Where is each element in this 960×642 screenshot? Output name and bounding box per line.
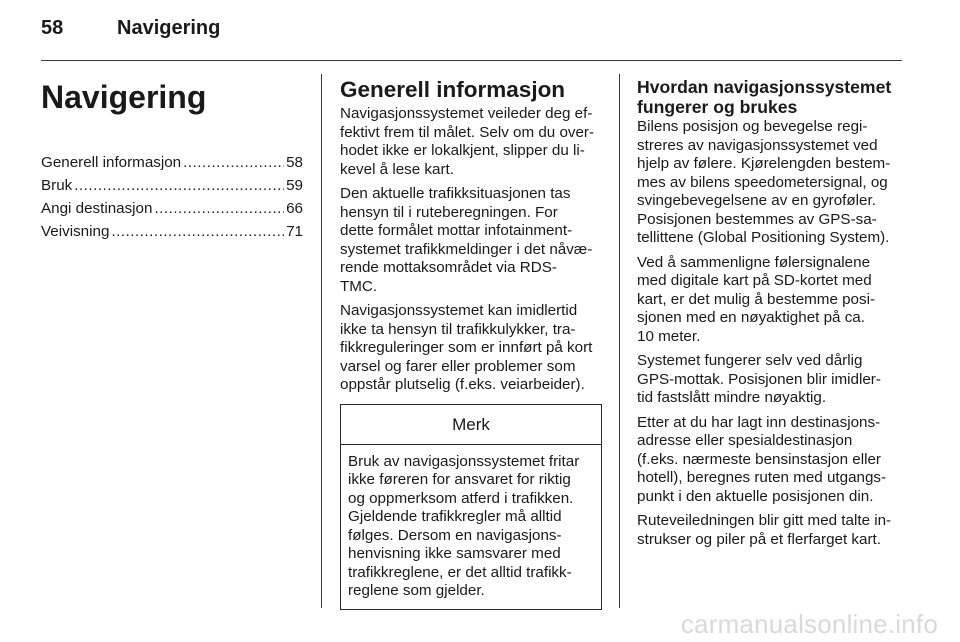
toc-leader-dots (74, 177, 284, 196)
page-number: 58 (41, 17, 64, 39)
general-info-column (340, 74, 602, 610)
paragraph: Navigasjonssystemet kan imidlertid ikke ta hensyn til trafikkulykker, tra- fikkreguleringer som er innført på kort varsel og farer eller problemer som oppstår plutselig (f.eks. veiarbeider). (340, 302, 593, 393)
chapter-title: Navigering (41, 79, 207, 115)
toc-column (41, 74, 303, 246)
column-divider (321, 74, 322, 608)
toc-item-bruk[interactable] (41, 177, 303, 200)
toc-leader-dots (154, 200, 284, 219)
toc-item-angi-destinasjon[interactable] (41, 200, 303, 223)
toc-item-page: 59 (286, 177, 303, 194)
paragraph: Ruteveiledningen blir gitt med talte in- strukser og piler på et flerfarget kart. (637, 512, 892, 548)
toc-item-label: Veivisning (41, 223, 110, 240)
note-heading: Merk (341, 405, 601, 445)
toc-item-label: Generell informasjon (41, 154, 182, 171)
how-it-works-column (637, 74, 903, 555)
watermark: carmanualsonline.info (680, 609, 938, 639)
paragraph: Den aktuelle trafikksituasjonen tas hensyn til i ruteberegningen. For dette formålet mottar infotainment- systemet trafikkmeldinger i det nåvæ- rende mottaksområdet via RDS- TMC. (340, 185, 593, 295)
section-title: Generell informasjon (340, 77, 566, 102)
toc-item-page: 58 (286, 154, 303, 171)
header-rule (41, 60, 902, 61)
paragraph: Ved å sammenligne følersignalene med digitale kart på SD-kortet med kart, er det mulig å bestemme posi- sjonen med en nøyaktighet på ca. 10 meter. (637, 253, 876, 345)
page-header (41, 17, 220, 49)
toc-item-veivisning[interactable] (41, 223, 303, 246)
running-chapter-title: Navigering (117, 17, 221, 39)
note-box (340, 404, 602, 610)
toc-leader-dots (183, 154, 284, 173)
paragraph: Bilens posisjon og bevegelse regi- streres av navigasjonssystemet ved hjelp av følere. Kjørelengden bestem- mes av bilens speedometersignal, og svingebevegelsene av en gyroføler. Posisjonen bestemmes av GPS-sa- tellittene (Global Positioning System). (637, 118, 891, 246)
toc-item-page: 66 (286, 200, 303, 217)
paragraph: Navigasjonssystemet veileder deg ef- fektivt frem til målet. Selv om du over- hodet ikke er lokalkjent, slipper du li- kevel å lese kart. (340, 105, 595, 178)
paragraph: Etter at du har lagt inn destinasjons- adresse eller spesialdestinasjon (f.eks. nærmeste bensinstasjon eller hotell), beregnes ruten med utgangs- punkt i den aktuelle posisjonen din. (637, 413, 887, 505)
subsection-title: Hvordan navigasjonssystemet fungerer og brukes (637, 77, 892, 117)
toc-item-label: Bruk (41, 177, 73, 194)
toc-item-generell-informasjon[interactable] (41, 154, 303, 177)
column-divider (619, 74, 620, 608)
toc-leader-dots (111, 223, 284, 242)
paragraph: Systemet fungerer selv ved dårlig GPS-mottak. Posisjonen blir imidler- tid fastslått mindre nøyaktig. (637, 352, 881, 406)
toc-item-page: 71 (286, 223, 303, 240)
toc-item-label: Angi destinasjon (41, 200, 153, 217)
note-body: Bruk av navigasjonssystemet fritar ikke føreren for ansvaret for riktig og oppmerksom atferd i trafikken. Gjeldende trafikkregler må alltid følges. Dersom en navigasjons- henvisning ikke samsvarer med trafikkreglene, er det alltid trafikk- reglene som gjelder. (348, 452, 580, 599)
table-of-contents (41, 154, 303, 246)
